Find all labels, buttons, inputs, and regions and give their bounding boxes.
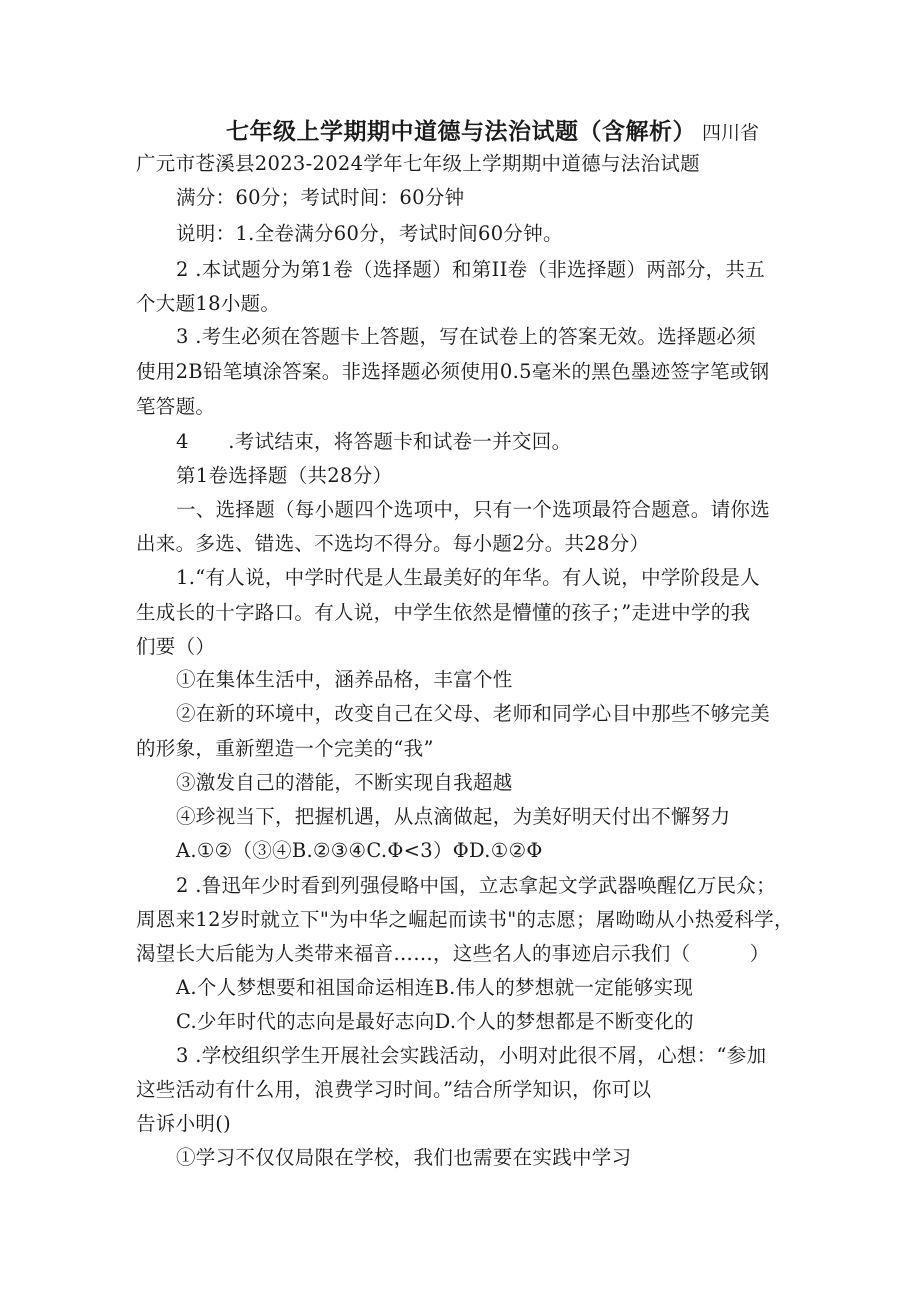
text-line: 满分：60分；考试时间：60分钟 [176, 186, 465, 209]
text-line: 第1卷选择题（共28分） [176, 464, 393, 487]
text-line: A.个人梦想要和祖国命运相连B.伟人的梦想就一定能够实现 [176, 976, 694, 999]
title-tail: 四川省 [702, 122, 760, 144]
text-line: 出来。多选、错选、不选均不得分。每小题2分。共28分） [136, 532, 650, 555]
text-line: 笔答题。 [136, 395, 216, 418]
text-line: 使用2B铅笔填涂答案。非选择题必须使用0.5毫米的黑色墨迹签字笔或钢 [136, 360, 770, 383]
text-line: 4 .考试结束，将答题卡和试卷一并交回。 [176, 430, 572, 453]
text-line: 广元市苍溪县2023-2024学年七年级上学期期中道德与法治试题 [136, 152, 700, 175]
text-line: 告诉小明() [136, 1112, 232, 1135]
text-line: 们要（） [136, 635, 216, 658]
text-line: ①学习不仅仅局限在学校，我们也需要在实践中学习 [176, 1146, 632, 1169]
text-line: 3 .考生必须在答题卡上答题，写在试卷上的答案无效。选择题必须 [176, 325, 757, 348]
text-line: ①在集体生活中，涵养品格，丰富个性 [176, 668, 513, 691]
text-line: A.①②（③④B.②③④C.Φ<3）ΦD.①②Φ [176, 839, 543, 862]
text-line: 生成长的十字路口。有人说，中学生依然是懵懂的孩子；”走进中学的我 [136, 601, 751, 624]
text-line: 一、选择题（每小题四个选项中，只有一个选项最符合题意。请你选 [176, 498, 771, 521]
text-line: ②在新的环境中，改变自己在父母、老师和同学心目中那些不够完美 [176, 702, 771, 725]
text-line: 这些活动有什么用，浪费学习时间。”结合所学知识，你可以 [136, 1078, 652, 1101]
text-line: ④珍视当下，把握机遇，从点滴做起，为美好明天付出不懈努力 [176, 805, 731, 828]
text-line: ③激发自己的潜能，不断实现自我超越 [176, 771, 513, 794]
text-line: 周恩来12岁时就立下"为中华之崛起而读书"的志愿；屠呦呦从小热爱科学， [136, 908, 794, 931]
text-line: 渴望长大后能为人类带来福音……，这些名人的事迹启示我们（ ） [136, 942, 770, 965]
text-line: 的形象，重新塑造一个完美的“我” [136, 737, 434, 760]
text-line: C.少年时代的志向是最好志向D.个人的梦想都是不断变化的 [176, 1010, 694, 1033]
text-line: 3 .学校组织学生开展社会实践活动，小明对此很不屑，心想：“参加 [176, 1044, 767, 1067]
title-main: 七年级上学期期中道德与法治试题（含解析） [226, 119, 696, 145]
text-line: 说明：1.全卷满分60分，考试时间60分钟。 [176, 222, 563, 245]
text-line: 2 .鲁迅年少时看到列强侵略中国，立志拿起文学武器唤醒亿万民众； [176, 874, 776, 897]
text-line: 个大题18小题。 [136, 292, 281, 315]
text-line: 1.“有人说，中学时代是人生最美好的年华。有人说，中学阶段是人 [176, 566, 760, 589]
text-line: 2 .本试题分为第1卷（选择题）和第II卷（非选择题）两部分，共五 [176, 258, 766, 281]
document-title [226, 113, 759, 146]
